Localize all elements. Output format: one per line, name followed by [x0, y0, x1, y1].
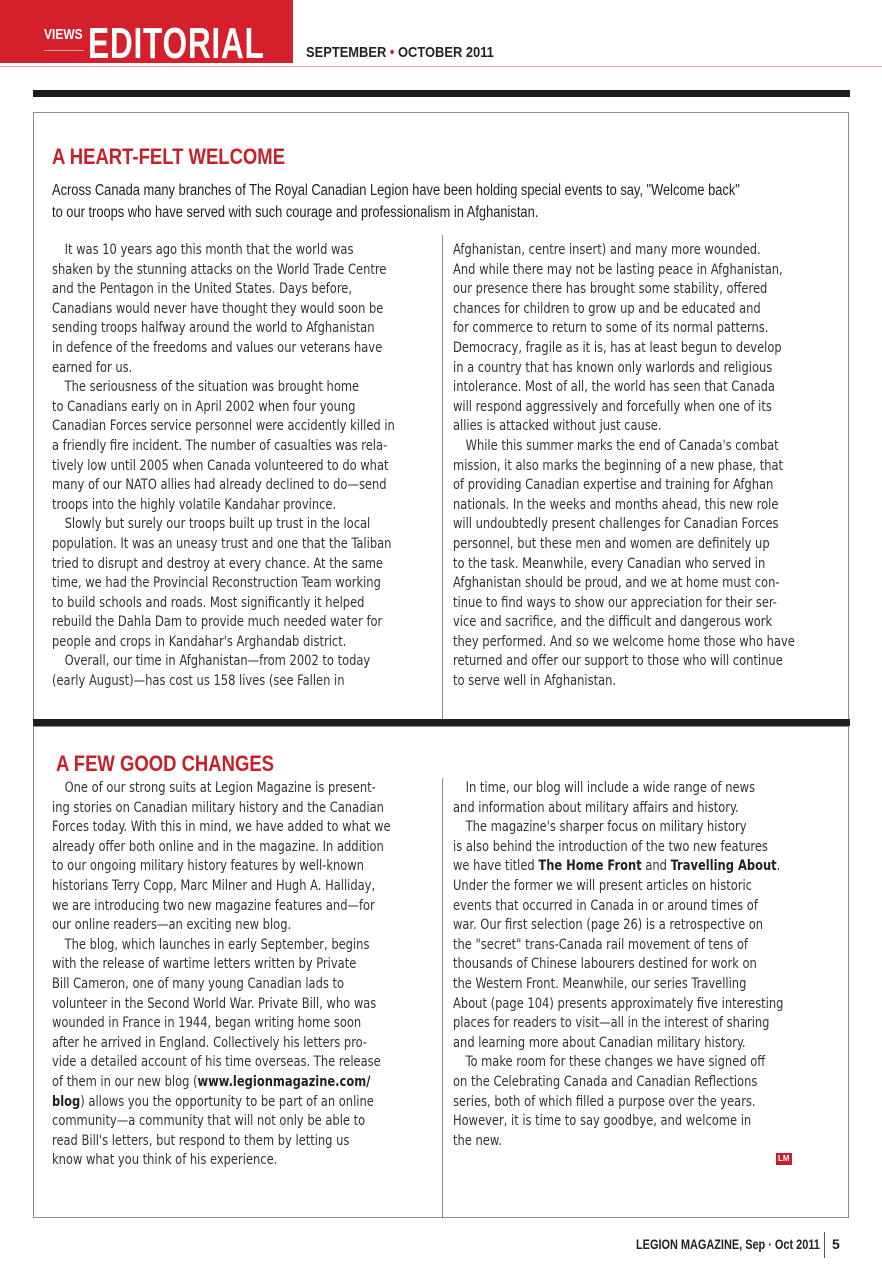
- text-line: Democracy, fragile as it is, has at least begun to develop: [453, 339, 782, 356]
- blog-link[interactable]: www.legionmagazine.com/: [197, 1073, 371, 1090]
- issue-date-end: OCTOBER 2011: [397, 44, 494, 61]
- text-line: The magazine's sharper focus on military history: [465, 819, 747, 836]
- top-divider-bar: [33, 90, 850, 97]
- text-line: in defence of the freedoms and values our veterans have: [52, 339, 383, 356]
- text-line: after he arrived in England. Collectively his letters pro-: [52, 1034, 368, 1051]
- text-line: know what you think of his experience.: [52, 1152, 278, 1169]
- text-line: and learning more about Canadian military history.: [453, 1034, 746, 1051]
- text-line: to serve well in Afghanistan.: [453, 673, 617, 690]
- text-line: While this summer marks the end of Canada's combat: [465, 437, 779, 454]
- text-line: tively low until 2005 when Canada volunteered to do what: [52, 457, 389, 474]
- text-line: personnel, but these men and women are definitely up: [453, 535, 770, 552]
- article-headline: A FEW GOOD CHANGES: [56, 751, 275, 776]
- text-line: to Canadians early on in April 2002 when four young: [52, 398, 356, 415]
- text-line: volunteer in the Second World War. Private Bill, who was: [52, 995, 377, 1012]
- text-line: The seriousness of the situation was brought home: [64, 379, 360, 396]
- text-line: historians Terry Copp, Marc Milner and Hugh A. Halliday,: [52, 877, 376, 894]
- text-line: allies is attacked without just cause.: [453, 418, 662, 435]
- text-line: places for readers to visit—all in the interest of sharing: [453, 1015, 770, 1032]
- header-rule: [0, 66, 882, 67]
- text-line: vice and sacrifice, and the difficult and dangerous work: [453, 614, 773, 631]
- text-line: on the Celebrating Canada and Canadian Reflections: [453, 1073, 758, 1090]
- text-line: returned and offer our support to those who will continue: [453, 653, 783, 670]
- article2-right-column: [453, 779, 838, 1151]
- text-line: is also behind the introduction of the two new features: [453, 838, 768, 855]
- page-number: 5: [832, 1236, 840, 1252]
- text-line: we are introducing two new magazine features and—for: [52, 897, 375, 914]
- text-line: The blog, which launches in early September, begins: [64, 936, 370, 953]
- text-fragment: of them in our new blog (: [52, 1073, 198, 1090]
- text-line: many of our NATO allies had already declined to do—send: [52, 477, 387, 494]
- text-line: and the Pentagon in the United States. Days before,: [52, 281, 352, 298]
- text-line: mission, it also marks the beginning of a new phase, that: [453, 457, 784, 474]
- article1-left-column: [52, 241, 432, 692]
- deck-line: to our troops who have served with such courage and professionalism in Afghanistan.: [52, 204, 539, 221]
- text-line: the "secret" trans-Canada rail movement of tens of: [453, 936, 748, 953]
- text-line: population. It was an uneasy trust and one that the Taliban: [52, 535, 392, 552]
- text-line: tried to disrupt and destroy at every chance. At the same: [52, 555, 384, 572]
- text-line: a friendly fire incident. The number of casualties was rela-: [52, 437, 388, 454]
- text-line: sending troops halfway around the world to Afghanistan: [52, 320, 375, 337]
- text-line: the Western Front. Meanwhile, our series Travelling: [453, 975, 747, 992]
- text-line: will undoubtedly present challenges for Canadian Forces: [453, 516, 779, 533]
- text-line: vide a detailed account of his time overseas. The release: [52, 1054, 381, 1071]
- text-line: Afghanistan, centre insert) and many more wounded.: [453, 242, 761, 258]
- text-line: war. Our first selection (page 26) is a retrospective on: [453, 917, 764, 934]
- blog-link[interactable]: blog: [52, 1093, 81, 1110]
- feature-title-travelling-about: Travelling About: [670, 858, 777, 875]
- text-line: To make room for these changes we have signed off: [465, 1054, 766, 1071]
- text-line: And while there may not be lasting peace in Afghanistan,: [453, 261, 783, 278]
- section-label: VIEWS: [44, 26, 83, 43]
- text-line: they performed. And so we welcome home those who have: [453, 633, 795, 650]
- text-line: tinue to find ways to show our appreciation for their ser-: [453, 594, 777, 611]
- text-line: Canadians would never have thought they would soon be: [52, 300, 384, 317]
- text-line: Canadian Forces service personnel were accidently killed in: [52, 418, 395, 435]
- bullet-separator-icon: •: [389, 44, 395, 61]
- text-line: shaken by the stunning attacks on the World Trade Centre: [52, 261, 387, 278]
- text-fragment: .: [776, 858, 781, 875]
- text-line: our online readers—an exciting new blog.: [52, 917, 292, 934]
- text-line: Forces today. With this in mind, we have added to what we: [52, 819, 391, 836]
- text-line: thousands of Chinese labourers destined for work on: [453, 956, 757, 973]
- text-line: our presence there has brought some stability, offered: [453, 281, 768, 298]
- text-line: It was 10 years ago this month that the world was: [64, 242, 354, 258]
- text-line: the new.: [453, 1132, 502, 1149]
- column-divider: [442, 778, 443, 1218]
- text-line: series, both of which filled a purpose over the years.: [453, 1093, 756, 1110]
- text-line: [52, 1073, 399, 1093]
- text-line: of providing Canadian expertise and training for Afghan: [453, 477, 774, 494]
- text-line: wounded in France in 1944, began writing home soon: [52, 1015, 362, 1032]
- text-fragment: and: [641, 858, 671, 875]
- text-line: and information about military affairs and history.: [453, 799, 739, 816]
- text-line: Overall, our time in Afghanistan—from 2002 to today: [64, 653, 371, 670]
- article-headline: A HEART-FELT WELCOME: [52, 144, 286, 169]
- text-line: Bill Cameron, one of many young Canadian lads to: [52, 975, 345, 992]
- article1-right-column: [453, 241, 838, 692]
- text-line: ing stories on Canadian military history and the Canadian: [52, 799, 384, 816]
- text-line: to our ongoing military history features by well-known: [52, 858, 364, 875]
- text-line: troops into the highly volatile Kandahar province.: [52, 496, 337, 513]
- issue-date-start: SEPTEMBER: [306, 44, 387, 61]
- text-fragment: we have titled: [453, 858, 539, 875]
- column-divider: [442, 235, 443, 722]
- middle-divider-bar: [33, 719, 850, 726]
- section-banner: [0, 0, 293, 63]
- text-line: Afghanistan should be proud, and we at home must con-: [453, 575, 780, 592]
- text-line: nationals. In the weeks and months ahead, this new role: [453, 496, 779, 513]
- text-line: events that occurred in Canada in or around times of: [453, 897, 758, 914]
- text-line: earned for us.: [52, 359, 133, 376]
- section-title: EDITORIAL: [88, 22, 265, 63]
- text-fragment: ) allows you the opportunity to be part of an online: [80, 1093, 374, 1110]
- end-mark-lm-icon: LM: [778, 1154, 790, 1163]
- text-line: However, it is time to say goodbye, and welcome in: [453, 1113, 752, 1130]
- text-line: In time, our blog will include a wide range of news: [465, 780, 755, 796]
- text-line: with the release of wartime letters written by Private: [52, 956, 357, 973]
- text-line: chances for children to grow up and be educated and: [453, 300, 761, 317]
- text-line: intolerance. Most of all, the world has seen that Canada: [453, 379, 775, 396]
- article-deck: [52, 180, 799, 224]
- text-line: people and crops in Kandahar's Arghandab district.: [52, 633, 347, 650]
- publication-footer: LEGION MAGAZINE, Sep · Oct 2011: [636, 1236, 820, 1252]
- footer-separator: [824, 1232, 825, 1258]
- text-line: community—a community that will not only be able to: [52, 1113, 366, 1130]
- text-line: rebuild the Dahla Dam to provide much needed water for: [52, 614, 383, 631]
- text-line: [52, 1093, 399, 1113]
- text-line: time, we had the Provincial Reconstruction Team working: [52, 575, 381, 592]
- text-line: read Bill's letters, but respond to them by letting us: [52, 1132, 350, 1149]
- article2-left-column: [52, 779, 437, 1171]
- text-line: Under the former we will present articles on historic: [453, 877, 752, 894]
- text-line: to the task. Meanwhile, every Canadian who served in: [453, 555, 766, 572]
- text-line: Slowly but surely our troops built up trust in the local: [64, 516, 371, 533]
- issue-date: [306, 44, 494, 61]
- text-line: About (page 104) presents approximately five interesting: [453, 995, 784, 1012]
- text-line: will respond aggressively and forcefully when one of its: [453, 398, 772, 415]
- text-line: One of our strong suits at Legion Magazine is present-: [64, 780, 376, 796]
- text-line: for commerce to return to some of its normal patterns.: [453, 320, 769, 337]
- text-line: to build schools and roads. Most significantly it helped: [52, 594, 365, 611]
- text-line: (early August)—has cost us 158 lives (see Fallen in: [52, 673, 345, 690]
- text-line: in a country that has known only warlords and religious: [453, 359, 773, 376]
- text-line: already offer both online and in the magazine. In addition: [52, 838, 384, 855]
- section-label-underline: [44, 50, 84, 51]
- text-line: [453, 857, 800, 877]
- feature-title-home-front: The Home Front: [538, 858, 642, 875]
- deck-line: Across Canada many branches of The Royal Canadian Legion have been holding special events to say, "Welcome back": [52, 182, 740, 199]
